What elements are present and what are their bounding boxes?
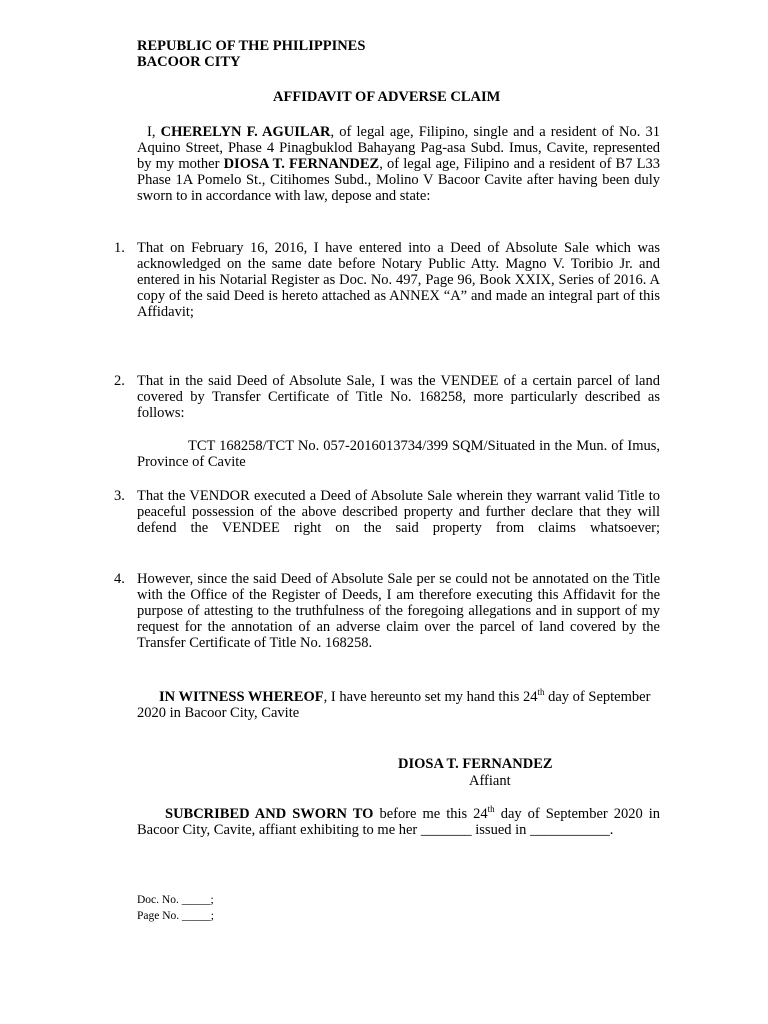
list-item-4 (114, 571, 660, 651)
doc-no: Doc. No. _____; (137, 894, 214, 906)
property-description: TCT 168258/TCT No. 057-2016013734/399 SQM/Situated in the Mun. of Imus, Province of Cavite (137, 438, 660, 470)
jurat-sup: th (487, 804, 495, 815)
item-number: 4. (114, 571, 125, 587)
item-number: 3. (114, 488, 125, 504)
item-text: That on February 16, 2016, I have entered into a Deed of Absolute Sale which was acknowledged on the same date before Notary Public Atty. Magno V. Toribio Jr. and entered in his Notarial Register as Doc. No. 497, Page 96, Book XXIX, Series of 2016. A copy of the said Deed is hereto attached as ANNEX “A” and made an integral part of this Affidavit; (137, 240, 660, 320)
signatory-role: Affiant (469, 773, 511, 789)
intro-pre: I, (147, 124, 161, 140)
witness-text1: , I have hereunto set my hand this 24 (323, 689, 538, 705)
item-text: However, since the said Deed of Absolute Sale per se could not be annotated on the Title with the Office of the Register of Deeds, I am therefore executing this Affidavit for the purpose of attesting to the truthfulness of the foregoing allegations and in support of my request for the annotation of an adverse claim over the parcel of land covered by the Transfer Certificate of Title No. 168258. (137, 571, 660, 651)
witness-paragraph (137, 689, 660, 721)
witness-heading: IN WITNESS WHEREOF (159, 689, 324, 705)
item-number: 2. (114, 373, 125, 389)
item-number: 1. (114, 240, 125, 256)
item-text: That in the said Deed of Absolute Sale, I was the VENDEE of a certain parcel of land covered by Transfer Certificate of Title No. 168258, more particularly described as follows: (137, 373, 660, 421)
representative-name: DIOSA T. FERNANDEZ (223, 156, 380, 172)
witness-sup: th (537, 687, 545, 698)
intro-paragraph (137, 124, 660, 204)
page-no: Page No. _____; (137, 910, 214, 922)
header-republic: REPUBLIC OF THE PHILIPPINES (137, 38, 366, 54)
list-item-1 (114, 240, 660, 320)
signatory-name: DIOSA T. FERNANDEZ (398, 756, 553, 772)
jurat-text2: day of September 2020 in Bacoor City, Cavite, affiant exhibiting to me her _______ issued in ___________. (137, 806, 661, 838)
jurat-text1: before me this 24 (373, 806, 488, 822)
header-city: BACOOR CITY (137, 54, 241, 70)
intro-text1: , of legal age, Filipino, single and a resident of No. 31 Aquino Street, Phase 4 Pinagbuklod Bahayang Pag-asa Subd. Imus, Cavite, represented by my mother (137, 124, 660, 172)
witness-text2: day of September 2020 in Bacoor City, Cavite (137, 689, 651, 721)
list-item-2 (114, 373, 660, 421)
document-title: AFFIDAVIT OF ADVERSE CLAIM (273, 89, 501, 105)
list-item-3 (114, 488, 660, 536)
jurat-heading: SUBCRIBED AND SWORN TO (165, 806, 374, 822)
affiant-name: CHERELYN F. AGUILAR (160, 124, 331, 140)
intro-text2: , of legal age, Filipino and a resident of B7 L33 Phase 1A Pomelo St., Citihomes Subd., Molino V Bacoor Cavite after having been duly sworn to in accordance with law, depose and state: (137, 156, 660, 204)
jurat-paragraph (137, 806, 660, 838)
item-text: That the VENDOR executed a Deed of Absolute Sale wherein they warrant valid Title to peaceful possession of the above described property and further declare that they will defend the VENDEE right on the said property from claims whatsoever; (137, 488, 660, 536)
